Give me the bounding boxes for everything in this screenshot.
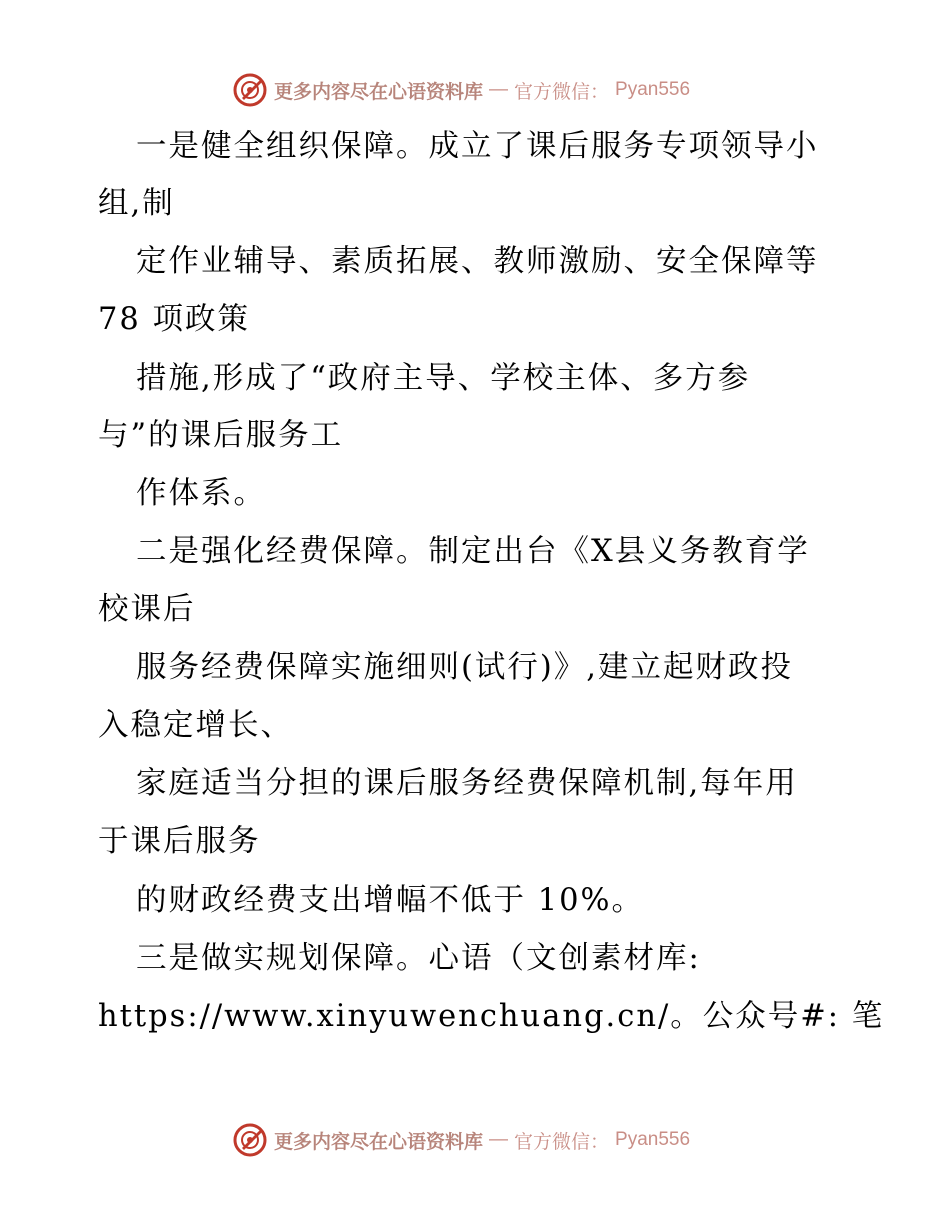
text-line: 二是强化经费保障。制定出台《X县义务教育学: [136, 534, 810, 569]
text-line: 组,制: [98, 186, 175, 221]
logo-icon: [232, 1122, 268, 1158]
footer-wechat-label: 官方微信：: [514, 1131, 610, 1153]
logo-icon: [232, 72, 268, 108]
footer-separator: —: [489, 1129, 509, 1150]
footer-wechat-id: Pyan556: [615, 1129, 691, 1150]
text-line: 作体系。: [136, 476, 266, 511]
header-banner: [232, 72, 690, 108]
text-line: 的财政经费支出增幅不低于 10%。: [136, 883, 644, 918]
header-separator: —: [489, 79, 509, 100]
text-line: https://www.xinyuwenchuang.cn/。公众号#: 笔: [98, 999, 885, 1034]
text-line: 入稳定增长、: [98, 708, 293, 743]
text-line: 定作业辅导、素质拓展、教师激励、安全保障等: [136, 244, 819, 279]
text-line: 与”的课后服务工: [98, 418, 344, 453]
text-line: 服务经费保障实施细则(试行)》,建立起财政投: [136, 650, 793, 685]
text-line: 措施,形成了“政府主导、学校主体、多方参: [136, 361, 751, 396]
text-line: 三是做实规划保障。心语（文创素材库:: [136, 941, 701, 976]
text-line: 校课后: [98, 592, 196, 627]
header-brand-text: 更多内容尽在心语资料库: [274, 80, 484, 103]
text-line: 78 项政策: [98, 302, 251, 337]
text-line: 一是健全组织保障。成立了课后服务专项领导小: [136, 129, 819, 164]
text-line: 于课后服务: [98, 824, 261, 859]
footer-brand-text: 更多内容尽在心语资料库: [274, 1130, 484, 1153]
text-line: 家庭适当分担的课后服务经费保障机制,每年用: [136, 766, 798, 801]
footer-banner: [232, 1122, 690, 1158]
header-wechat-label: 官方微信：: [514, 81, 610, 103]
header-wechat-id: Pyan556: [615, 79, 691, 100]
